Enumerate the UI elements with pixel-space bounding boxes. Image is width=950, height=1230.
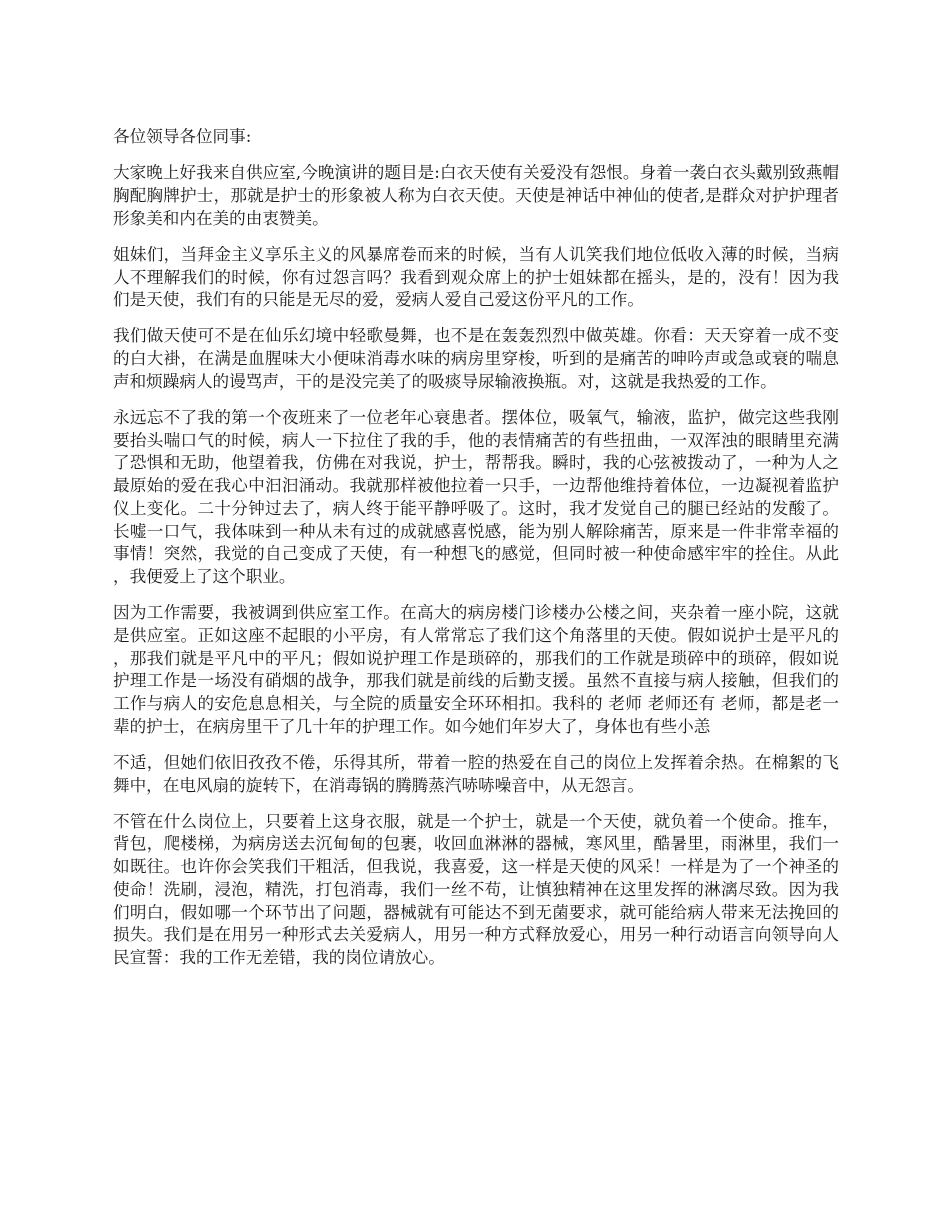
paragraph-3: 我们做天使可不是在仙乐幻境中轻歌曼舞，也不是在轰轰烈烈中做英雄。你看：天天穿着一成不变的白大褂，在满是血腥味大小便味消毒水味的病房里穿梭，听到的是痛苦的呻吟声或急或衰的喘息声和烦躁病人的谩骂声，干的是没完美了的吸痰导尿输液换瓶。对，这就是我热爱的工作。 xyxy=(113,326,839,391)
speech-body xyxy=(113,126,839,983)
salutation: 各位领导各位同事: xyxy=(113,127,252,146)
paragraph-4: 永远忘不了我的第一个夜班来了一位老年心衰患者。摆体位，吸氧气，输液，监护，做完这些我刚要抬头喘口气的时候，病人一下拉住了我的手，他的表情痛苦的有些扭曲，一双浑浊的眼睛里充满了恐惧和无助，他望着我，仿佛在对我说，护士，帮帮我。瞬时，我的心弦被拨动了，一种为人之最原始的爱在我心中汩汩涌动。我就那样被他拉着一只手，一边帮他维持着体位，一边凝视着监护仪上变化。二十分钟过去了，病人终于能平静呼吸了。这时，我才发觉自己的腿已经站的发酸了。长嘘一口气，我体味到一种从未有过的成就感喜悦感，能为别人解除痛苦，原来是一件非常幸福的事情！突然，我觉的自己变成了天使，有一种想飞的感觉，但同时被一种使命感牢牢的拴住。从此，我便爱上了这个职业。 xyxy=(113,408,839,586)
paragraph-1: 大家晚上好我来自供应室,今晚演讲的题目是:白衣天使有关爱没有怨恨。身着一袭白衣头戴别致燕帽胸配胸牌护士，那就是护士的形象被人称为白衣天使。天使是神话中神仙的使者,是群众对护护理者形象美和内在美的由衷赞美。 xyxy=(113,163,839,228)
paragraph-7: 不管在什么岗位上，只要着上这身衣服，就是一个护士，就是一个天使，就负着一个使命。推车，背包，爬楼梯，为病房送去沉甸甸的包裹，收回血淋淋的器械，寒风里，酷暑里，雨淋里，我们一如既往。也许你会笑我们干粗活，但我说，我喜爱，这一样是天使的风采！一样是为了一个神圣的使命！洗刷，浸泡，精洗，打包消毒，我们一丝不苟，让慎独精神在这里发挥的淋漓尽致。因为我们明白，假如哪一个环节出了问题，器械就有可能达不到无菌要求，就可能给病人带来无法挽回的损失。我们是在用另一种形式去关爱病人，用另一种方式释放爱心，用另一种行动语言向领导向人民宣誓：我的工作无差错，我的岗位请放心。 xyxy=(113,811,839,967)
paragraph-6: 不适，但她们依旧孜孜不倦，乐得其所，带着一腔的热爱在自己的岗位上发挥着余热。在棉絮的飞舞中，在电风扇的旋转下，在消毒锅的腾腾蒸汽哧哧噪音中，从无怨言。 xyxy=(113,752,839,795)
paragraph-5: 因为工作需要，我被调到供应室工作。在高大的病房楼门诊楼办公楼之间，夹杂着一座小院，这就是供应室。正如这座不起眼的小平房，有人常常忘了我们这个角落里的天使。假如说护士是平凡的，那我们就是平凡中的平凡；假如说护理工作是琐碎的，那我们的工作就是琐碎中的琐碎，假如说护理工作是一场没有硝烟的战争，那我们就是前线的后勤支援。虽然不直接与病人接触，但我们的工作与病人的安危息息相关，与全院的质量安全环环相扣。我科的 老师 老师还有 老师，都是老一辈的护士，在病房里干了几十年的护理工作。如今她们年岁大了，身体也有些小恙 xyxy=(113,603,839,736)
paragraph-2: 姐妹们，当拜金主义享乐主义的风暴席卷而来的时候，当有人讥笑我们地位低收入薄的时候，当病人不理解我们的时候，你有过怨言吗？我看到观众席上的护士姐妹都在摇头，是的，没有！因为我们是天使，我们有的只能是无尽的爱，爱病人爱自己爱这份平凡的工作。 xyxy=(113,244,839,310)
